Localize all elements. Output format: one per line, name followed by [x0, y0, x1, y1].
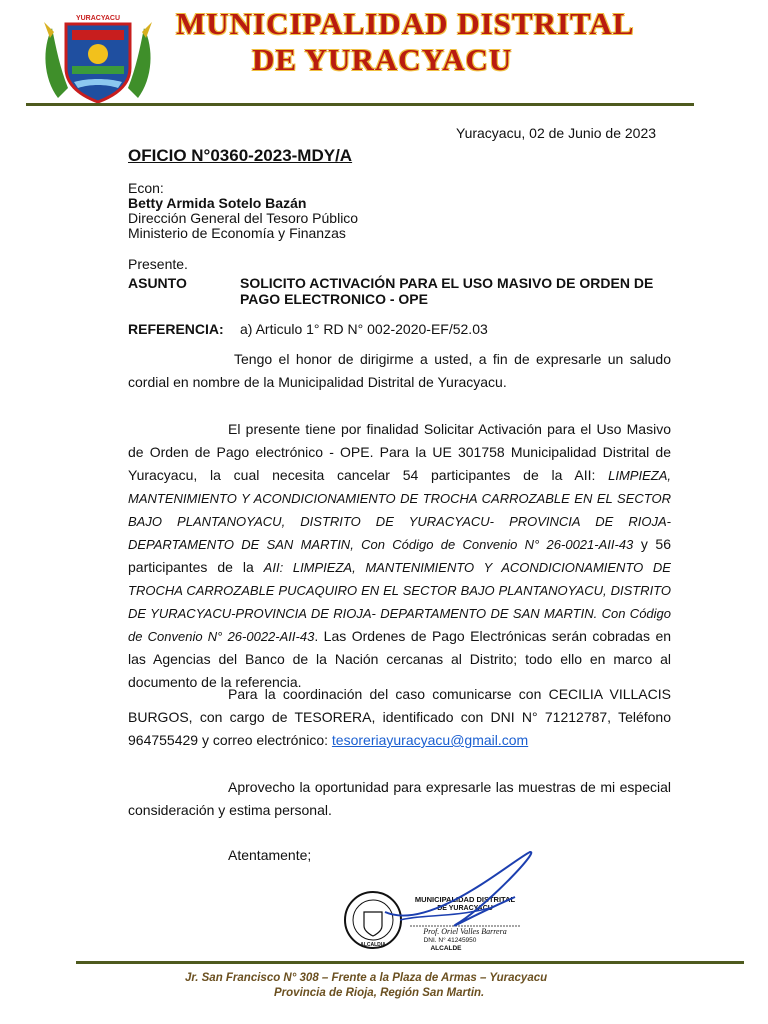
svg-text:MUNICIPALIDAD DISTRITAL: MUNICIPALIDAD DISTRITAL — [414, 895, 516, 904]
oficio-number: OFICIO N°0360-2023-MDY/A — [128, 146, 353, 165]
recipient-name: Betty Armida Sotelo Bazán — [128, 195, 307, 211]
closing-salutation: Atentamente; — [228, 847, 312, 863]
paragraph-request-connector: y 56 participantes de la — [128, 536, 671, 575]
header-divider — [26, 103, 694, 106]
footer-region: Provincia de Rioja, Región San Martin. — [274, 987, 485, 999]
svg-text:ALCALDIA: ALCALDIA — [360, 942, 386, 948]
project-1-title: LIMPIEZA, MANTENIMIENTO Y ACONDICIONAMIENTO DE TROCHA CARROZABLE EN EL SECTOR BAJO PLANTANOYACU, DISTRITO DE YURACYACU- PROVINCIA DE RIOJA- DEPARTAMENTO DE SAN MARTIN, Con Código de Convenio N° 26-0021-AII-43 — [128, 468, 671, 552]
recipient-office: Dirección General del Tesoro Público — [128, 210, 359, 226]
place-and-date: Yuracyacu, 02 de Junio de 2023 — [456, 125, 657, 141]
svg-text:ALCALDE: ALCALDE — [430, 945, 462, 952]
greeting: Presente. — [128, 256, 188, 272]
asunto-text: SOLICITO ACTIVACIÓN PARA EL USO MASIVO DE ORDEN DE PAGO ELECTRONICO - OPE — [240, 275, 654, 307]
footer-divider — [76, 961, 744, 964]
svg-text:DE YURACYACU: DE YURACYACU — [437, 905, 493, 912]
asunto-label: ASUNTO — [128, 275, 187, 291]
paragraph-request — [128, 418, 671, 694]
signature-stamp — [340, 842, 554, 954]
footer-address: Jr. San Francisco N° 308 – Frente a la Plaza de Armas – Yuracyacu — [185, 972, 548, 984]
municipality-title-line1: MUNICIPALIDAD DISTRITAL — [176, 6, 635, 41]
paragraph-contact-text: Para la coordinación del caso comunicarse con CECILIA VILLACIS BURGOS, con cargo de TESORERA, identificado con DNI N° 71212787, Teléfono 964755429 y correo electrónico: — [128, 686, 671, 748]
referencia-label: REFERENCIA: — [128, 321, 224, 337]
recipient-prefix: Econ: — [128, 180, 164, 196]
referencia-text: a) Articulo 1° RD N° 002-2020-EF/52.03 — [240, 321, 488, 337]
svg-text:Prof. Oriel Valles Barrera: Prof. Oriel Valles Barrera — [423, 927, 507, 936]
paragraph-greeting: Tengo el honor de dirigirme a usted, a fin de expresarle un saludo cordial en nombre de la Municipalidad Distrital de Yuracyacu. — [128, 351, 671, 390]
paragraph-request-text: El presente tiene por finalidad Solicitar Activación para el Uso Masivo de Orden de Pago electrónico - OPE. Para la UE 301758 Municipalidad Distrital de Yuracyacu, la cual necesita cancelar 54 participantes de la AII: — [128, 421, 671, 483]
paragraph-contact — [128, 683, 671, 752]
project-2-title: AII: LIMPIEZA, MANTENIMIENTO Y ACONDICIONAMIENTO DE TROCHA CARROZABLE PUCAQUIRO EN EL SECTOR BAJO PLANTANOYACU, DISTRITO DE YURACYACU-PROVINCIA DE RIOJA- DEPARTAMENTO DE SAN MARTIN. Con Código de Convenio N° 26-0022-AII-43 — [128, 560, 671, 644]
svg-text:YURACYACU: YURACYACU — [75, 15, 121, 22]
municipality-title-line2: DE YURACYACU — [252, 42, 513, 77]
email-link[interactable]: tesoreriayuracyacu@gmail.com — [331, 732, 529, 748]
paragraph-request-closing: . Las Ordenes de Pago Electrónicas serán cobradas en las Agencias del Banco de la Nación cercanas al Distrito; todo ello en marco al documento de la referencia. — [128, 628, 672, 690]
svg-text:DNI. N° 41245950: DNI. N° 41245950 — [423, 937, 477, 944]
recipient-ministry: Ministerio de Economía y Finanzas — [128, 225, 346, 241]
paragraph-farewell: Aprovecho la oportunidad para expresarle las muestras de mi especial consideración y estima personal. — [128, 779, 671, 818]
municipal-crest-logo — [38, 8, 158, 106]
